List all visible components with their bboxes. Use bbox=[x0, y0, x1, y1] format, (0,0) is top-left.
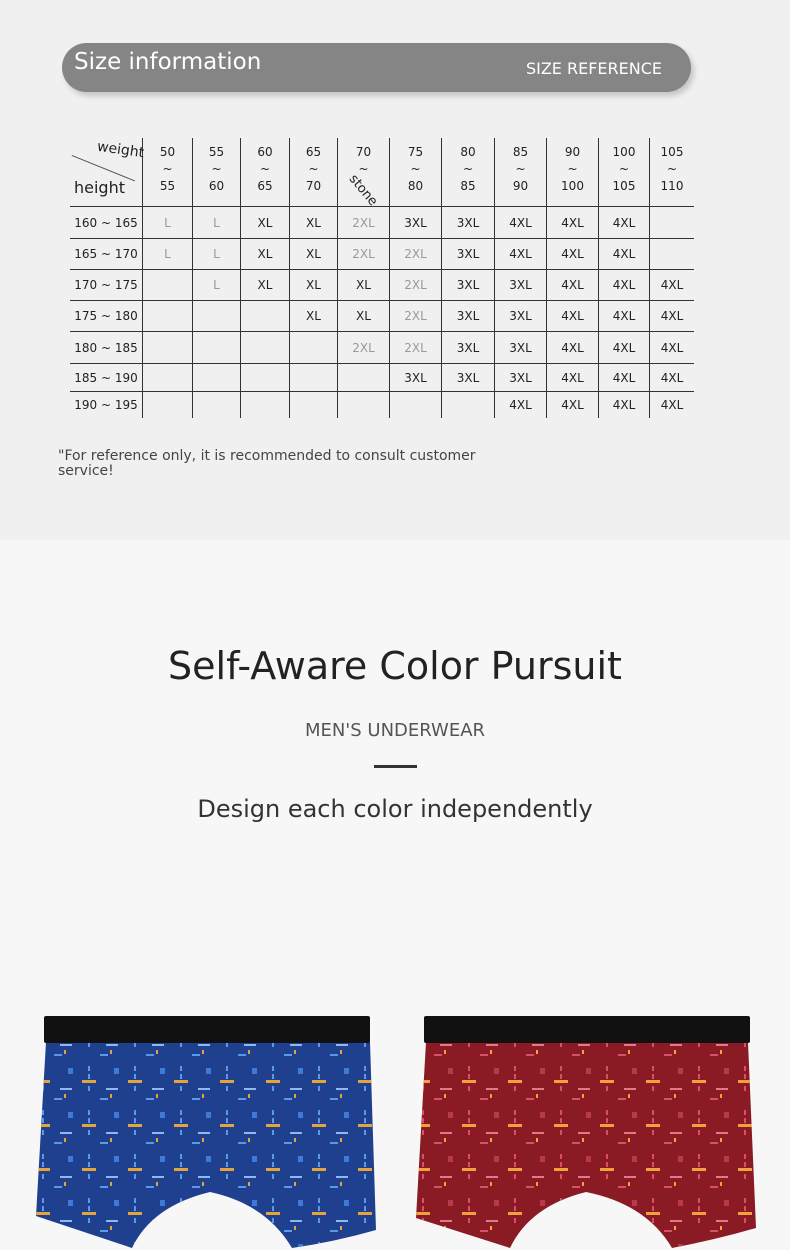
size-cell: 2XL bbox=[390, 301, 442, 332]
size-cell: 4XL bbox=[547, 270, 599, 301]
height-range-cell: 190 ~ 195 bbox=[74, 397, 138, 412]
size-chart-corner bbox=[70, 138, 146, 207]
size-cell bbox=[290, 364, 338, 392]
size-cell: 4XL bbox=[547, 332, 599, 364]
size-cell bbox=[143, 392, 193, 418]
size-cell bbox=[241, 332, 290, 364]
size-cell: L bbox=[193, 207, 241, 239]
size-cell: XL bbox=[338, 301, 390, 332]
size-cell bbox=[143, 364, 193, 392]
size-cell: 2XL bbox=[390, 270, 442, 301]
weight-column-header: 90 ~ 100 bbox=[547, 138, 599, 207]
size-cell: 4XL bbox=[495, 207, 547, 239]
size-cell: 3XL bbox=[442, 239, 495, 270]
size-cell: 4XL bbox=[547, 301, 599, 332]
size-section bbox=[0, 0, 790, 540]
size-cell bbox=[241, 392, 290, 418]
size-chart-row bbox=[70, 332, 694, 364]
size-cell bbox=[241, 301, 290, 332]
heading-divider bbox=[374, 765, 417, 768]
size-cell: 4XL bbox=[599, 207, 650, 239]
red-boxer-image bbox=[414, 1016, 758, 1250]
size-cell bbox=[442, 392, 495, 418]
size-cell: 2XL bbox=[338, 239, 390, 270]
size-cell bbox=[193, 332, 241, 364]
size-cell bbox=[650, 207, 695, 239]
size-cell: 3XL bbox=[442, 364, 495, 392]
size-cell: 4XL bbox=[650, 392, 695, 418]
size-cell: 4XL bbox=[495, 239, 547, 270]
size-cell: L bbox=[143, 207, 193, 239]
size-cell: XL bbox=[290, 301, 338, 332]
size-chart-body bbox=[70, 207, 694, 418]
size-cell: 4XL bbox=[650, 270, 695, 301]
size-cell: XL bbox=[290, 239, 338, 270]
size-cell bbox=[143, 332, 193, 364]
weight-column-header: 50 ~ 55 bbox=[143, 138, 193, 207]
size-cell: L bbox=[143, 239, 193, 270]
size-chart-row bbox=[70, 239, 694, 270]
size-cell: 4XL bbox=[547, 239, 599, 270]
size-cell: 4XL bbox=[599, 270, 650, 301]
stone-label: stone bbox=[346, 171, 381, 210]
weight-axis-label: weight bbox=[96, 138, 146, 162]
size-cell: 3XL bbox=[495, 364, 547, 392]
size-cell bbox=[290, 332, 338, 364]
size-cell: 3XL bbox=[495, 332, 547, 364]
size-cell bbox=[241, 364, 290, 392]
size-cell: 3XL bbox=[442, 207, 495, 239]
size-cell bbox=[338, 392, 390, 418]
size-cell: 4XL bbox=[547, 392, 599, 418]
size-cell: XL bbox=[290, 207, 338, 239]
size-cell: 4XL bbox=[599, 364, 650, 392]
size-cell: 4XL bbox=[599, 239, 650, 270]
size-cell bbox=[290, 392, 338, 418]
reference-note: "For reference only, it is recommended to consult customer service! bbox=[58, 448, 476, 479]
blue-boxer-image bbox=[34, 1016, 378, 1250]
size-cell: 4XL bbox=[650, 364, 695, 392]
size-cell: 4XL bbox=[599, 332, 650, 364]
size-cell: 3XL bbox=[442, 301, 495, 332]
size-cell bbox=[143, 301, 193, 332]
size-cell: 3XL bbox=[495, 270, 547, 301]
size-header-pill bbox=[62, 43, 691, 92]
size-section-title: Size information bbox=[74, 49, 262, 75]
size-cell: 2XL bbox=[390, 332, 442, 364]
promo-subheading: MEN'S UNDERWEAR bbox=[304, 720, 486, 741]
height-range-cell: 180 ~ 185 bbox=[70, 332, 143, 364]
size-chart-row bbox=[70, 392, 694, 418]
size-chart-header-row bbox=[70, 138, 694, 207]
weight-column-header: 80 ~ 85 bbox=[442, 138, 495, 207]
size-cell bbox=[193, 301, 241, 332]
height-range-cell: 160 ~ 165 bbox=[70, 207, 143, 239]
weight-column-header: 65 ~ 70 bbox=[290, 138, 338, 207]
size-cell: 4XL bbox=[495, 392, 547, 418]
size-chart-row bbox=[70, 301, 694, 332]
size-chart-row bbox=[70, 364, 694, 392]
weight-column-header: 75 ~ 80 bbox=[390, 138, 442, 207]
size-chart-table bbox=[70, 138, 694, 418]
size-cell bbox=[390, 392, 442, 418]
height-range-cell: 175 ~ 180 bbox=[70, 301, 143, 332]
height-range-cell: 165 ~ 170 bbox=[70, 239, 143, 270]
promo-tagline: Design each color independently bbox=[197, 795, 593, 823]
size-cell bbox=[650, 239, 695, 270]
size-cell bbox=[193, 364, 241, 392]
size-cell: 3XL bbox=[442, 270, 495, 301]
promo-headline: Self-Aware Color Pursuit bbox=[168, 644, 622, 688]
size-cell: L bbox=[193, 270, 241, 301]
size-cell: 2XL bbox=[390, 239, 442, 270]
size-cell: 3XL bbox=[390, 207, 442, 239]
weight-column-header: 100 ~ 105 bbox=[599, 138, 650, 207]
size-cell: XL bbox=[241, 207, 290, 239]
size-cell: 4XL bbox=[547, 364, 599, 392]
size-cell bbox=[143, 270, 193, 301]
size-cell: 3XL bbox=[390, 364, 442, 392]
size-cell: 4XL bbox=[599, 301, 650, 332]
size-cell: 4XL bbox=[650, 332, 695, 364]
size-cell bbox=[193, 392, 241, 418]
height-range-cell: 185 ~ 190 bbox=[70, 364, 143, 392]
height-range-cell: 170 ~ 175 bbox=[70, 270, 143, 301]
weight-column-header: 55 ~ 60 bbox=[193, 138, 241, 207]
size-cell bbox=[338, 364, 390, 392]
size-cell: 4XL bbox=[650, 301, 695, 332]
size-cell: XL bbox=[290, 270, 338, 301]
weight-column-header: 85 ~ 90 bbox=[495, 138, 547, 207]
size-cell: XL bbox=[241, 270, 290, 301]
size-chart-row bbox=[70, 270, 694, 301]
size-cell: 2XL bbox=[338, 207, 390, 239]
size-cell: XL bbox=[338, 270, 390, 301]
size-reference-label: SIZE REFERENCE bbox=[525, 59, 662, 78]
size-chart-row bbox=[70, 207, 694, 239]
size-cell: 2XL bbox=[338, 332, 390, 364]
size-cell: 3XL bbox=[495, 301, 547, 332]
size-cell: 4XL bbox=[547, 207, 599, 239]
weight-column-header: 60 ~ 65 bbox=[241, 138, 290, 207]
size-cell: XL bbox=[241, 239, 290, 270]
size-cell: 3XL bbox=[442, 332, 495, 364]
height-axis-label: height bbox=[74, 178, 125, 197]
weight-column-header: 70 ~ stone bbox=[338, 138, 390, 207]
weight-column-header: 105 ~ 110 bbox=[650, 138, 695, 207]
size-cell: 4XL bbox=[599, 392, 650, 418]
size-cell: L bbox=[193, 239, 241, 270]
